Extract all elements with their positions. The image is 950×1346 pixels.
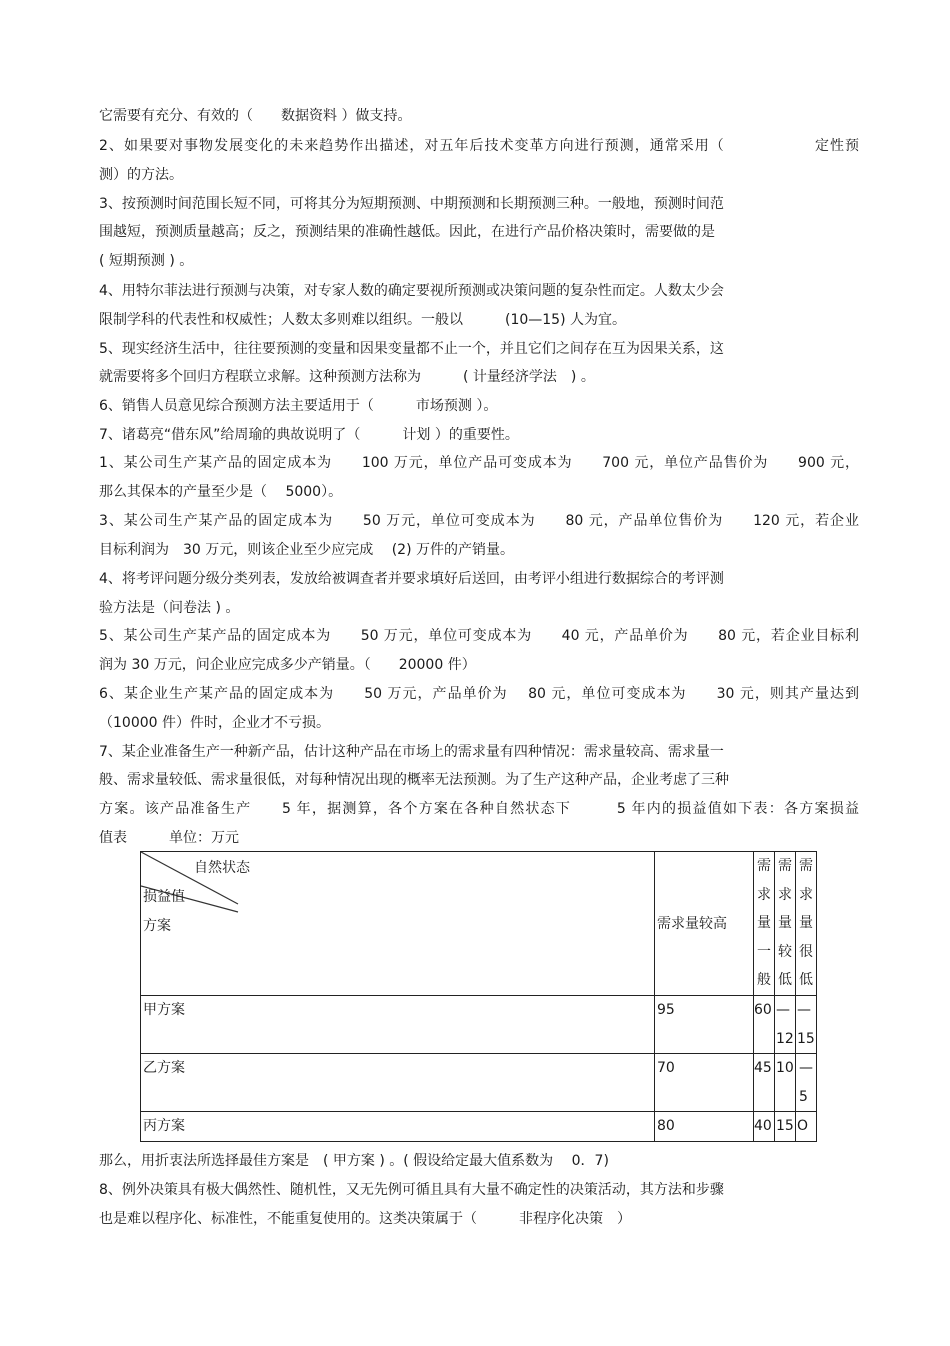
text-line: 润为 30 万元，问企业应完成多少产销量。（ 20000 件） xyxy=(99,657,476,673)
text-line: 6、销售人员意见综合预测方法主要适用于（ 市场预测 ）。 xyxy=(99,398,498,414)
table-cell: —12 xyxy=(775,996,796,1054)
table-cell: 60 xyxy=(754,996,775,1054)
table-corner-header xyxy=(141,852,655,996)
text-line: 3、按预测时间范围长短不同，可将其分为短期预测、中期预测和长期预测三种。一般地，预测时间范 xyxy=(99,196,724,212)
table-cell: 45 xyxy=(754,1054,775,1112)
text-line: 3、某公司生产某产品的固定成本为 50 万元，单位可变成本为 80 元，产品单位售价为 120 元，若企业 xyxy=(99,513,859,529)
table-cell: 10 xyxy=(775,1054,796,1112)
table-cell: 95 xyxy=(655,996,754,1054)
text-line: 方案。该产品准备生产 5 年，据测算，各个方案在各种自然状态下 5 年内的损益值如下表：各方案损益 xyxy=(99,801,859,817)
table-cell: 15 xyxy=(775,1112,796,1142)
text-line: 测）的方法。 xyxy=(99,167,183,183)
column-header: 需求量较高 xyxy=(655,852,754,996)
payoff-table xyxy=(140,851,817,1142)
header-scheme: 方案 xyxy=(143,918,171,934)
column-header: 需求量一般 xyxy=(754,852,775,996)
table-cell: 80 xyxy=(655,1112,754,1142)
text-line: 那么，用折衷法所选择最佳方案是 ( 甲方案 ) 。( 假设给定最大值系数为 0．7) xyxy=(99,1153,609,1169)
text-line: 也是难以程序化、标准性，不能重复使用的。这类决策属于（ 非程序化决策 ） xyxy=(99,1211,631,1227)
table-row xyxy=(141,1054,817,1112)
table-row xyxy=(141,996,817,1054)
table-row xyxy=(141,1112,817,1142)
text-line: 2、如果要对事物发展变化的未来趋势作出描述，对五年后技术变革方向进行预测，通常采用（ 定性预 xyxy=(99,138,859,154)
text-line: 6、某企业生产某产品的固定成本为 50 万元，产品单价为 80 元，单位可变成本为 30 元，则其产量达到 xyxy=(99,686,859,702)
text-line: 1、某公司生产某产品的固定成本为 100 万元，单位产品可变成本为 700 元，单位产品售价为 900 元， xyxy=(99,455,859,471)
row-label: 丙方案 xyxy=(141,1112,655,1142)
column-header: 需求量较低 xyxy=(775,852,796,996)
text-line: 验方法是（问卷法 ) 。 xyxy=(99,600,240,616)
text-line: 目标利润为 30 万元，则该企业至少应完成 (2) 万件的产销量。 xyxy=(99,542,514,558)
text-line: 5、某公司生产某产品的固定成本为 50 万元，单位可变成本为 40 元，产品单价为 80 元，若企业目标利 xyxy=(99,628,859,644)
table-cell: O xyxy=(796,1112,817,1142)
table-cell: 40 xyxy=(754,1112,775,1142)
text-line: 它需要有充分、有效的（ 数据资料 ）做支持。 xyxy=(99,108,412,124)
text-line: 4、用特尔菲法进行预测与决策，对专家人数的确定要视所预测或决策问题的复杂性而定。人数太少会 xyxy=(99,283,724,299)
text-line: 5、现实经济生活中，往往要预测的变量和因果变量都不止一个，并且它们之间存在互为因果关系，这 xyxy=(99,341,724,357)
text-line: 限制学科的代表性和权威性；人数太多则难以组织。一般以 (10—15) 人为宜。 xyxy=(99,312,627,328)
text-line: 般、需求量较低、需求量很低，对每种情况出现的概率无法预测。为了生产这种产品，企业考虑了三种 xyxy=(99,772,729,788)
text-line: （10000 件）件时，企业才不亏损。 xyxy=(99,715,330,731)
text-line: 就需要将多个回归方程联立求解。这种预测方法称为 ( 计量经济学法 ) 。 xyxy=(99,369,595,385)
text-line: 值表 单位：万元 xyxy=(99,830,239,846)
text-line: 围越短，预测质量越高；反之，预测结果的准确性越低。因此，在进行产品价格决策时，需要做的是 xyxy=(99,224,715,240)
text-line: 8、例外决策具有极大偶然性、随机性，又无先例可循且具有大量不确定性的决策活动，其方法和步骤 xyxy=(99,1182,724,1198)
table-cell: —5 xyxy=(796,1054,817,1112)
header-natural-state: 自然状态 xyxy=(194,860,250,876)
text-line: 7、某企业准备生产一种新产品，估计这种产品在市场上的需求量有四种情况：需求量较高、需求量一 xyxy=(99,744,724,760)
header-payoff: 损益值 xyxy=(143,889,185,905)
text-line: 那么其保本的产量至少是（ 5000）。 xyxy=(99,484,343,500)
row-label: 甲方案 xyxy=(141,996,655,1054)
text-line: 7、诸葛亮“借东风”给周瑜的典故说明了（ 计划 ）的重要性。 xyxy=(99,427,519,443)
table-cell: 70 xyxy=(655,1054,754,1112)
table-header-row xyxy=(141,852,817,996)
column-header: 需求量很低 xyxy=(796,852,817,996)
row-label: 乙方案 xyxy=(141,1054,655,1112)
table-cell: —15 xyxy=(796,996,817,1054)
text-line: ( 短期预测 ) 。 xyxy=(99,253,194,269)
text-line: 4、将考评问题分级分类列表，发放给被调查者并要求填好后送回，由考评小组进行数据综合的考评测 xyxy=(99,571,724,587)
